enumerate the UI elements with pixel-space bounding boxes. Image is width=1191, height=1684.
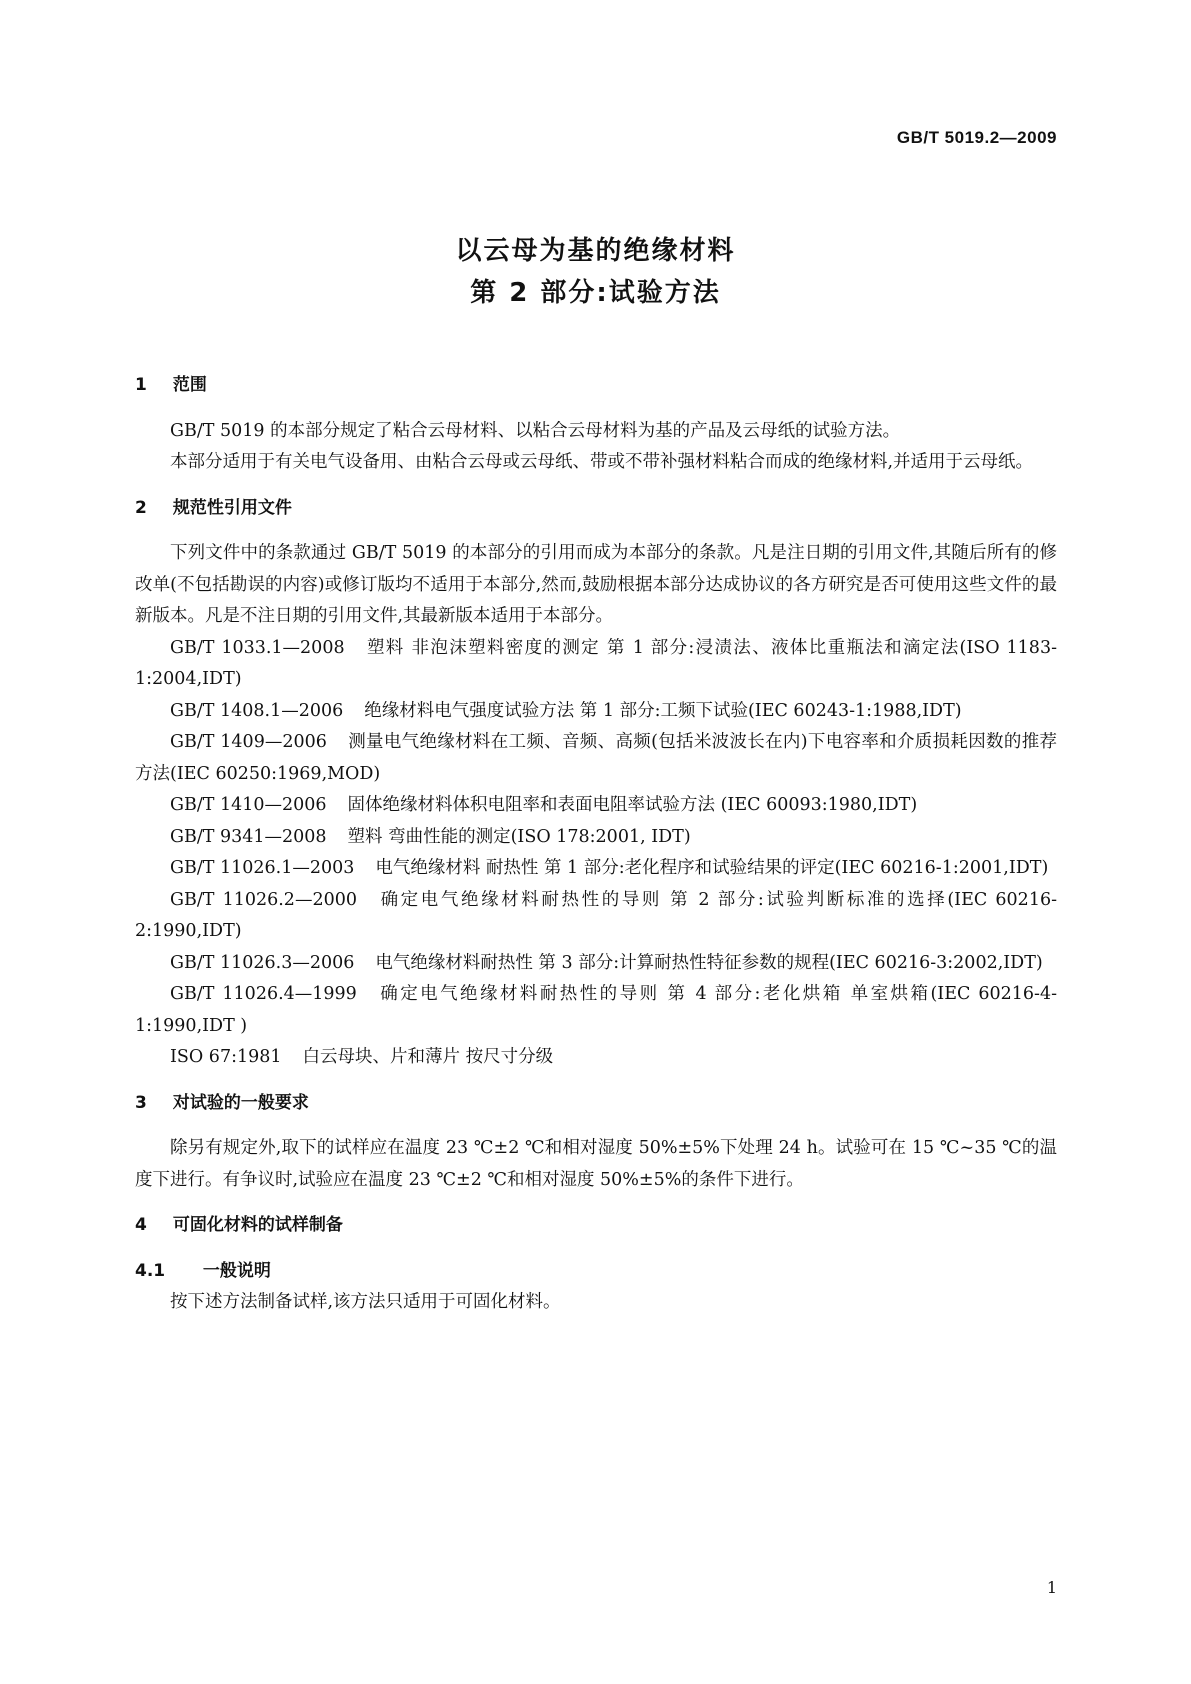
reference-code: GB/T 11026.2—2000 <box>170 889 357 910</box>
paragraph: 下列文件中的条款通过 GB/T 5019 的本部分的引用而成为本部分的条款。凡是注日期的引用文件,其随后所有的修改单(不包括勘误的内容)或修订版均不适用于本部分,然而,鼓励根据本部分达成协议的各方研究是否可使用这些文件的最新版本。凡是不注日期的引用文件,其最新版本适用于本部分。 <box>135 543 1057 626</box>
title-line-2: 第 2 部分:试验方法 <box>470 278 721 308</box>
page-number: 1 <box>1046 1578 1057 1597</box>
section-title: 可固化材料的试样制备 <box>172 1215 343 1235</box>
standard-number: GB/T 5019.2—2009 <box>896 128 1057 147</box>
section-number: 2 <box>135 497 147 518</box>
reference-item <box>135 633 1057 696</box>
section-heading-2 <box>135 493 1057 525</box>
reference-code: GB/T 1409—2006 <box>170 732 327 752</box>
reference-text: 确定电气绝缘材料耐热性的导则 第 4 部分:老化烘箱 单室烘箱(IEC 60216-4-1:1990,IDT ) <box>135 984 1057 1036</box>
section-heading-3 <box>135 1088 1057 1120</box>
section-number: 3 <box>135 1092 147 1113</box>
reference-text: 电气绝缘材料耐热性 第 3 部分:计算耐热性特征参数的规程(IEC 60216-3:2002,IDT) <box>375 952 1043 973</box>
section-heading-1 <box>135 370 1057 402</box>
reference-code: GB/T 11026.1—2003 <box>170 858 355 878</box>
paragraph: 除另有规定外,取下的试样应在温度 23 ℃±2 ℃和相对湿度 50%±5%下处理 24 h。试验可在 15 ℃~35 ℃的温度下进行。有争议时,试验应在温度 23 ℃±2 ℃和相对湿度 50%±5%的条件下进行。 <box>135 1138 1057 1190</box>
subsection-heading-4-1 <box>135 1256 1057 1288</box>
reference-item <box>135 696 1057 728</box>
reference-item <box>135 853 1057 885</box>
document-title <box>0 230 1191 314</box>
reference-text: 固体绝缘材料体积电阻率和表面电阻率试验方法 (IEC 60093:1980,IDT) <box>347 795 918 815</box>
document-body <box>135 370 1057 1319</box>
reference-code: GB/T 11026.4—1999 <box>170 984 357 1004</box>
reference-code: GB/T 11026.3—2006 <box>170 952 355 973</box>
reference-text: 测量电气绝缘材料在工频、音频、高频(包括米波波长在内)下电容率和介质损耗因数的推荐方法(IEC 60250:1969,MOD) <box>135 732 1058 784</box>
reference-code: ISO 67:1981 <box>170 1047 282 1067</box>
section-number: 4 <box>135 1215 147 1235</box>
reference-item <box>135 979 1057 1042</box>
reference-code: GB/T 1410—2006 <box>170 795 327 815</box>
section-title: 对试验的一般要求 <box>172 1092 309 1113</box>
reference-code: GB/T 1408.1—2006 <box>170 700 344 721</box>
title-line-1: 以云母为基的绝缘材料 <box>455 236 736 266</box>
paragraph: 按下述方法制备试样,该方法只适用于可固化材料。 <box>170 1292 561 1312</box>
reference-text: 塑料 弯曲性能的测定(ISO 178:2001, IDT) <box>347 826 691 847</box>
reference-item <box>135 1042 1057 1074</box>
reference-code: GB/T 1033.1—2008 <box>170 637 345 658</box>
paragraph: 本部分适用于有关电气设备用、由粘合云母或云母纸、带或不带补强材料粘合而成的绝缘材料,并适用于云母纸。 <box>170 452 1034 472</box>
reference-text: 确定电气绝缘材料耐热性的导则 第 2 部分:试验判断标准的选择(IEC 60216-2:1990,IDT) <box>135 889 1057 941</box>
reference-item <box>135 822 1057 854</box>
reference-item <box>135 948 1057 980</box>
section-title: 规范性引用文件 <box>172 497 292 518</box>
section-number: 1 <box>135 375 147 395</box>
reference-item <box>135 885 1057 948</box>
reference-item <box>135 727 1057 790</box>
reference-text: 塑料 非泡沫塑料密度的测定 第 1 部分:浸渍法、液体比重瓶法和滴定法(ISO 1183-1:2004,IDT) <box>135 637 1057 689</box>
section-title: 范围 <box>172 375 207 395</box>
reference-code: GB/T 9341—2008 <box>170 826 327 847</box>
reference-item <box>135 790 1057 822</box>
section-number: 4.1 <box>135 1260 166 1281</box>
reference-text: 电气绝缘材料 耐热性 第 1 部分:老化程序和试验结果的评定(IEC 60216-1:2001,IDT) <box>375 858 1049 878</box>
section-heading-4 <box>135 1210 1057 1242</box>
reference-text: 白云母块、片和薄片 按尺寸分级 <box>302 1047 554 1067</box>
paragraph: GB/T 5019 的本部分规定了粘合云母材料、以粘合云母材料为基的产品及云母纸的试验方法。 <box>170 420 901 441</box>
reference-text: 绝缘材料电气强度试验方法 第 1 部分:工频下试验(IEC 60243-1:1988,IDT) <box>364 700 962 721</box>
section-title: 一般说明 <box>202 1260 271 1281</box>
